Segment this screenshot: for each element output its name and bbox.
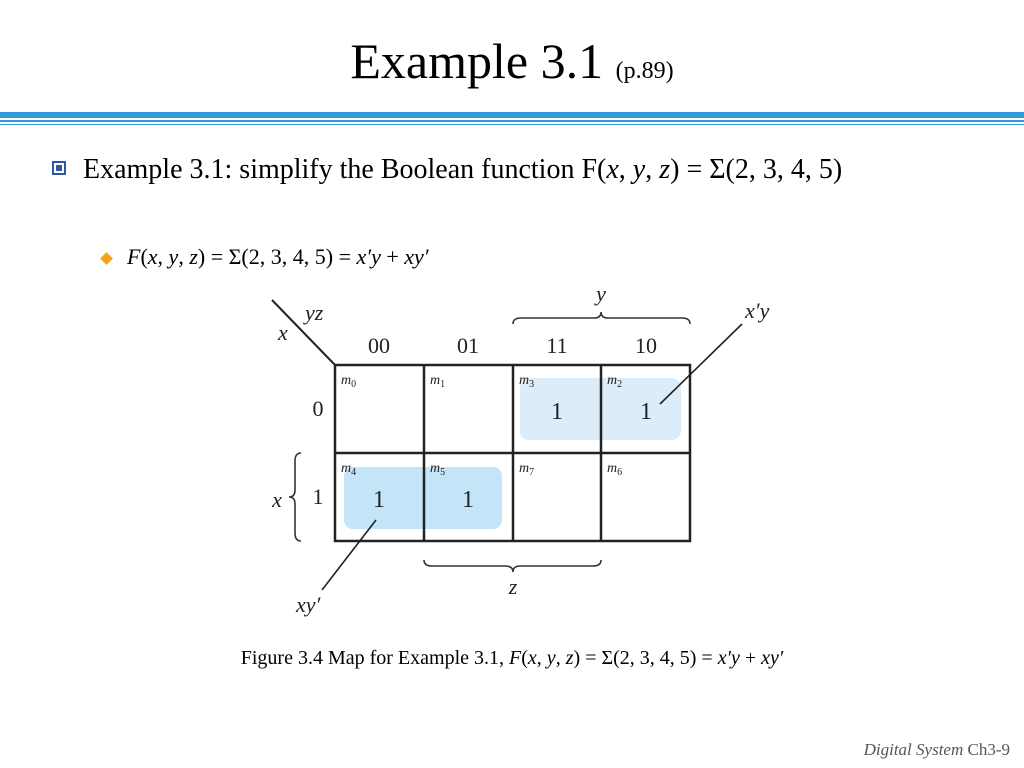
minterm-label: $m_6$ (607, 461, 623, 478)
col-label-00: 00 (368, 333, 390, 358)
brace-bottom (424, 560, 601, 572)
main-bullet-text: Example 3.1: simplify the Boolean function F(x, y, z) = Σ(2, 3, 4, 5) (83, 154, 843, 185)
sub-bullet-text: F(x, y, z) = Σ(2, 3, 4, 5) = x′y + xy′ (127, 244, 429, 269)
col-label-11: 11 (546, 333, 568, 358)
brace-top (513, 312, 690, 324)
corner-col-vars: yz (305, 300, 324, 325)
col-label-01: 01 (457, 333, 479, 358)
figure-caption: Figure 3.4 Map for Example 3.1, F(x, y, z) = Σ(2, 3, 4, 5) = x′y + xy′ (240, 647, 784, 669)
slide-footer: Digital System Ch3-9 (863, 740, 1010, 759)
minterm-label: $m_7$ (519, 461, 535, 478)
minterm-label: $m_5$ (430, 461, 446, 478)
minterm-label: $m_4$ (341, 461, 357, 478)
cell-value: 1 (462, 487, 474, 513)
cell-value: 1 (373, 487, 385, 513)
col-label-10: 10 (635, 333, 657, 358)
cell-value: 1 (551, 399, 563, 425)
title-page-ref: (p.89) (615, 58, 674, 84)
title-text: Example 3.1 (350, 33, 604, 89)
corner-row-var: x (278, 320, 288, 345)
cell-value: 1 (640, 399, 652, 425)
braces (289, 312, 690, 572)
minterm-label: $m_0$ (341, 373, 357, 390)
brace-bottom-label: z (508, 574, 518, 599)
minterm-label: $m_1$ (430, 373, 446, 390)
minterm-label: $m_2$ (607, 373, 623, 390)
group-top-label: x′y (745, 298, 770, 323)
minterm-label: $m_3$ (519, 373, 535, 390)
pointer-bottom (322, 520, 376, 590)
row-label-0: 0 (312, 396, 324, 421)
group-bottom-label: xy′ (296, 592, 321, 617)
row-label-1: 1 (312, 484, 324, 509)
brace-top-label: y (596, 281, 606, 306)
brace-left (289, 453, 301, 541)
brace-left-label: x (272, 487, 282, 512)
